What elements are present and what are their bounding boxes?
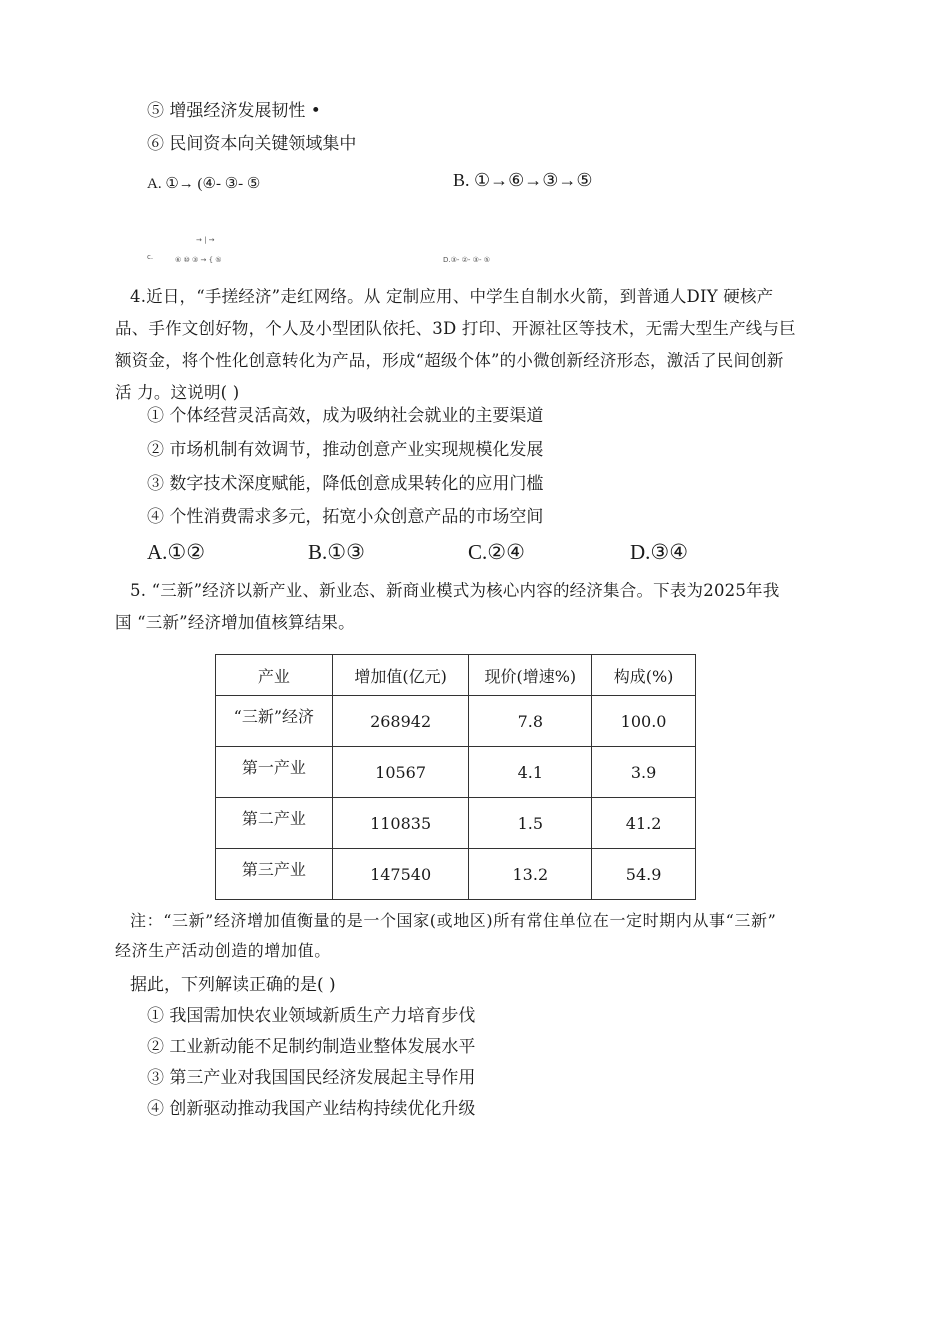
q3-option-c: ⑥ ⑩ ③ → { ⑤ [175,256,222,264]
table-cell: 4.1 [469,747,592,798]
q3-option-a: A. ①→ (④- ③- ⑤ [147,176,261,192]
table-header-cell: 增加值(亿元) [332,655,469,696]
table-row [216,696,696,747]
q5-item-1: ① 我国需加快农业领域新质生产力培育步伐 [147,1006,476,1026]
table-header-row [216,655,696,696]
q4-option-c: C.②④ [468,540,525,564]
table-cell: 1.5 [469,798,592,849]
q5-prompt: 据此，下列解读正确的是( ) [130,975,336,995]
q5-item-4: ④ 创新驱动推动我国产业结构持续优化升级 [147,1099,476,1119]
table-cell: 10567 [332,747,469,798]
q4-item-1: ① 个体经营灵活高效，成为吸纳社会就业的主要渠道 [147,406,544,426]
table-cell: 54.9 [592,849,696,900]
q4-item-2: ② 市场机制有效调节，推动创意产业实现规模化发展 [147,440,544,460]
table-cell: 第三产业 [216,849,333,900]
q4-stem-line: 4.近日，“手搓经济”走红网络。从 定制应用、中学生自制水火箭，到普通人DIY 硬核产 [130,287,774,306]
table-row [216,798,696,849]
q4-stem-line: 活 力。这说明( ) [115,383,240,402]
table-cell: 7.8 [469,696,592,747]
q3-option-c-label: c. [147,253,154,261]
q5-data-table [215,654,696,900]
q5-note-line: 经济生产活动创造的增加值。 [115,941,331,960]
table-cell: 第二产业 [216,798,333,849]
table-cell: “三新”经济 [216,696,333,747]
table-cell: 41.2 [592,798,696,849]
q5-note-line: 注：“三新”经济增加值衡量的是一个国家(或地区)所有常住单位在一定时期内从事“三新” [130,911,777,930]
q4-item-3: ③ 数字技术深度赋能，降低创意成果转化的应用门槛 [147,474,544,494]
table-cell: 第一产业 [216,747,333,798]
q5-item-3: ③ 第三产业对我国国民经济发展起主导作用 [147,1068,476,1088]
q4-item-4: ④ 个性消费需求多元，拓宽小众创意产品的市场空间 [147,507,544,527]
q5-item-2: ② 工业新动能不足制约制造业整体发展水平 [147,1037,476,1057]
q4-option-a: A.①② [147,540,206,564]
table-row [216,747,696,798]
table-cell: 268942 [332,696,469,747]
table-header-cell: 构成(%) [592,655,696,696]
table-header-cell: 现价(增速%) [469,655,592,696]
q4-option-b: B.①③ [308,540,365,564]
q3-option-b: B. ①→⑥→③→⑤ [453,170,593,190]
q3-item-5: ⑤ 增强经济发展韧性 • [147,101,321,121]
table-header-cell: 产业 [216,655,333,696]
table-cell: 3.9 [592,747,696,798]
q4-option-d: D.③④ [630,540,689,564]
table-row [216,849,696,900]
q3-option-c-arrows: → | → [196,236,215,244]
q5-stem-line: 5. “三新”经济以新产业、新业态、新商业模式为核心内容的经济集合。下表为2025年我 [130,581,780,600]
table-cell: 100.0 [592,696,696,747]
table-cell: 13.2 [469,849,592,900]
q3-option-d: D.③- ②- ③- ⑤ [443,256,490,264]
q5-stem-line: 国 “三新”经济增加值核算结果。 [115,613,355,632]
table-cell: 110835 [332,798,469,849]
q3-item-6: ⑥ 民间资本向关键领域集中 [147,134,357,154]
table-cell: 147540 [332,849,469,900]
q4-stem-line: 品、手作文创好物，个人及小型团队依托、3D 打印、开源社区等技术，无需大型生产线与巨 [115,319,796,338]
q4-stem-line: 额资金，将个性化创意转化为产品，形成“超级个体”的小微创新经济形态，激活了民间创新 [115,351,784,370]
